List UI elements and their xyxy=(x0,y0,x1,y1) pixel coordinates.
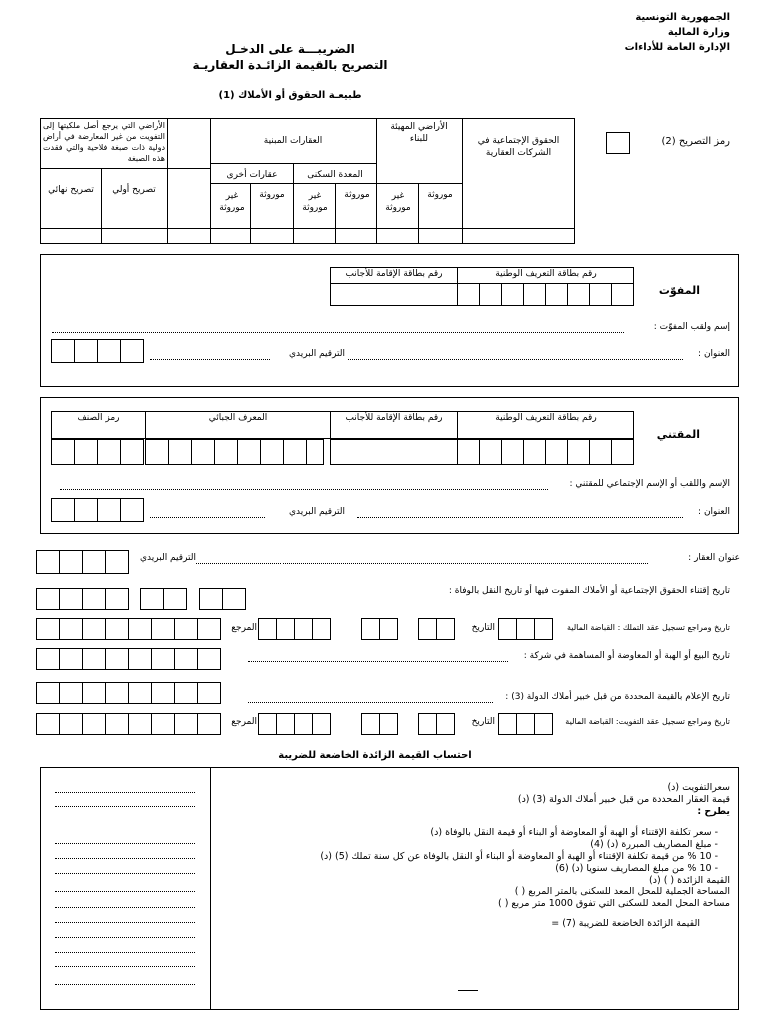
sale-date-label: تاريخ البيع أو الهبة أو المعاوضة أو المساهمة في شركة : xyxy=(523,651,730,661)
buyer-name-field[interactable] xyxy=(60,489,548,490)
directorate-label: الإدارة العامة للأداءات xyxy=(624,42,730,53)
sale-date-cells[interactable] xyxy=(36,648,221,670)
calc-line-9: المساحة الجملية للمحل المعد للسكنى بالمتر المربع ( ) xyxy=(514,886,730,898)
notice-date-dots xyxy=(248,702,493,703)
seller-residence-cells[interactable] xyxy=(330,283,458,306)
buyer-title: المقتني xyxy=(656,428,700,441)
amount-field-8[interactable] xyxy=(55,922,195,923)
sale-date-year-cells[interactable] xyxy=(258,713,331,735)
amount-field-1[interactable] xyxy=(55,792,195,793)
amount-field-10[interactable] xyxy=(55,952,195,953)
amount-field-6[interactable] xyxy=(55,891,195,892)
property-address-field[interactable] xyxy=(283,563,648,564)
sale-date-day-cells[interactable] xyxy=(418,713,455,735)
seller-title: المفوّت xyxy=(658,284,700,297)
seller-cin-cells[interactable] xyxy=(457,283,634,306)
calc-line-10: مساحة المحل المعد للسكنى التي تفوق 1000 متر مربع ( ) xyxy=(497,898,730,910)
seller-postal-dots xyxy=(150,359,270,360)
amount-field-9[interactable] xyxy=(55,937,195,938)
amount-field-2[interactable] xyxy=(55,806,195,807)
calc-line-4: - سعر تكلفة الإقتناء أو الهبة أو المعاوضة أو البناء أو قيمة النقل بالوفاة (د) xyxy=(430,827,718,839)
calc-line-3: يطرح : xyxy=(697,805,730,817)
res-inherited: موروثة xyxy=(344,190,370,200)
amount-field-12[interactable] xyxy=(55,984,195,985)
calc-lines xyxy=(230,782,730,930)
calc-line-1: سعرالتفويت (د) xyxy=(667,782,730,793)
seller-address-label: العنوان : xyxy=(698,349,730,359)
property-address-label: عنوان العقار : xyxy=(688,553,740,563)
acq-date-month-cells[interactable] xyxy=(361,618,398,640)
acq-ref-label: المرجع xyxy=(231,623,257,633)
other-not-inherited: غير موروثة xyxy=(219,191,245,213)
amount-field-3[interactable] xyxy=(55,843,195,844)
calc-line-6: - 10 % من قيمة تكلفة الإقتناء أو الهبة أو المعاوضة أو البناء أو النقل بالوفاة عن كل سنة تملك (5) (د) xyxy=(320,850,718,862)
sale-office-cells[interactable] xyxy=(498,713,553,735)
buyer-postal-dots xyxy=(150,517,265,518)
seller-residence-label: رقم بطاقة الإقامة للأجانب xyxy=(345,269,443,279)
amount-field-11[interactable] xyxy=(55,966,195,967)
property-postal-cells[interactable] xyxy=(36,550,129,574)
res-not-inherited: غير موروثة xyxy=(302,191,328,213)
acquisition-date-label: تاريخ إقتناء الحقوق الإجتماعية أو الأملاك المفوت فيها أو تاريخ النقل بالوفاة : xyxy=(448,586,730,596)
seller-cin-label: رقم بطاقة التعريف الوطنية xyxy=(495,269,597,279)
seller-address-field[interactable] xyxy=(348,359,683,360)
buyer-residence-label: رقم بطاقة الإقامة للأجانب xyxy=(345,413,443,423)
col-final: تصريح نهائي xyxy=(48,185,94,195)
sale-date-dots xyxy=(248,661,508,662)
acq-ref-cells[interactable] xyxy=(36,618,221,640)
acq-office-cells[interactable] xyxy=(498,618,553,640)
acq-date-label: التاريخ xyxy=(471,623,495,633)
col-social-rights: الحقوق الإجتماعية في الشركات العقارية xyxy=(477,136,560,158)
sale-date-month-cells[interactable] xyxy=(361,713,398,735)
buyer-category-cells[interactable] xyxy=(51,439,144,465)
buyer-category-label: رمز الصنف xyxy=(77,413,120,423)
calc-line-2: قيمة العقار المحددة من قبل خبير أملاك الدولة (3) (د) xyxy=(517,793,730,805)
col-built-properties: العقارات المبنية xyxy=(263,136,323,146)
col-initial: تصريح أولي xyxy=(112,185,156,195)
seller-name-label: إسم ولقب المفوّت : xyxy=(653,322,730,332)
acquisition-year-cells[interactable] xyxy=(36,588,129,610)
col-residential: المعدة السكنى xyxy=(307,170,363,180)
other-inherited: موروثة xyxy=(259,190,285,200)
calc-line-7: - 10 % من مبلغ المصاريف سنويا (د) (6) xyxy=(555,862,718,874)
declaration-code-label: رمز التصريح (2) xyxy=(661,136,730,147)
acquisition-month-cells[interactable] xyxy=(140,588,187,610)
acq-registration-label: تاريخ ومراجع تسجيل عقد التملك : القباضة المالية xyxy=(566,623,730,632)
buyer-cin-cells[interactable] xyxy=(457,439,634,465)
seller-postal-cells[interactable] xyxy=(51,339,144,363)
amount-field-4[interactable] xyxy=(55,858,195,859)
calc-result-underline xyxy=(458,990,478,991)
calc-title: احتساب القيمة الزائدة الخاضعة للضريبة xyxy=(278,750,472,761)
form-title-2: التصريح بالقيمة الزائـدة العقاريـة xyxy=(192,58,388,72)
sale-ref-label: المرجع xyxy=(231,717,257,727)
amount-field-7[interactable] xyxy=(55,907,195,908)
buyer-postal-label: الترقيم البريدي xyxy=(289,507,345,517)
nature-title: طبيعـة الحقوق أو الأملاك (1) xyxy=(218,90,362,101)
seller-name-field[interactable] xyxy=(52,332,624,333)
col-other-properties: عقارات أخرى xyxy=(226,170,278,180)
acq-date-day-cells[interactable] xyxy=(418,618,455,640)
buyer-name-label: الإسم واللقب أو الإسم الإجتماعي للمقتني : xyxy=(569,479,730,489)
buyer-taxid-cells[interactable] xyxy=(145,439,324,465)
ministry-label: وزارة المالية xyxy=(667,27,730,38)
col-expropriated: الأراضي التي يرجع أصل ملكيتها إلى التفويت من غير المعارضة في أراض دولية ذات صبغة فلاحية والتي فقدت هذه الصبغة xyxy=(43,121,165,163)
notice-date-cells[interactable] xyxy=(36,682,221,704)
acq-date-year-cells[interactable] xyxy=(258,618,331,640)
buyer-cin-label: رقم بطاقة التعريف الوطنية xyxy=(495,413,597,423)
property-postal-label: الترقيم البريدي xyxy=(140,553,196,563)
buyer-residence-cells[interactable] xyxy=(330,439,458,465)
land-inherited: موروثة xyxy=(427,190,453,200)
sale-registration-label: تاريخ ومراجع تسجيل عقد التفويت: القباضة المالية xyxy=(565,717,730,726)
declaration-code-box[interactable] xyxy=(606,132,630,154)
sale-date-lbl: التاريخ xyxy=(471,717,495,727)
property-postal-dots xyxy=(196,563,281,564)
calc-line-5: - مبلغ المصاريف المبررة (د) (4) xyxy=(590,839,718,851)
notice-date-label: تاريخ الإعلام بالقيمة المحددة من قبل خبير أملاك الدولة (3) : xyxy=(505,692,730,702)
republic-label: الجمهورية التونسية xyxy=(635,12,730,23)
buyer-taxid-label: المعرف الجبائي xyxy=(208,413,268,423)
sale-ref-cells[interactable] xyxy=(36,713,221,735)
form-title-1: الضريبـــة على الدخـل xyxy=(225,42,355,56)
acquisition-day-cells[interactable] xyxy=(199,588,246,610)
seller-postal-label: الترقيم البريدي xyxy=(289,349,345,359)
land-not-inherited: غير موروثة xyxy=(385,191,411,213)
col-land-prepared: الأراضي المهيئة للبناء xyxy=(390,122,448,144)
calc-line-11: القيمة الزائدة الخاضعة للضريبة (7) = xyxy=(551,917,700,929)
buyer-address-field[interactable] xyxy=(357,517,683,518)
buyer-postal-cells[interactable] xyxy=(51,498,144,522)
amount-field-5[interactable] xyxy=(55,873,195,874)
calc-line-8: القيمة الزائدة ( ) (د) xyxy=(649,874,730,886)
buyer-address-label: العنوان : xyxy=(698,507,730,517)
